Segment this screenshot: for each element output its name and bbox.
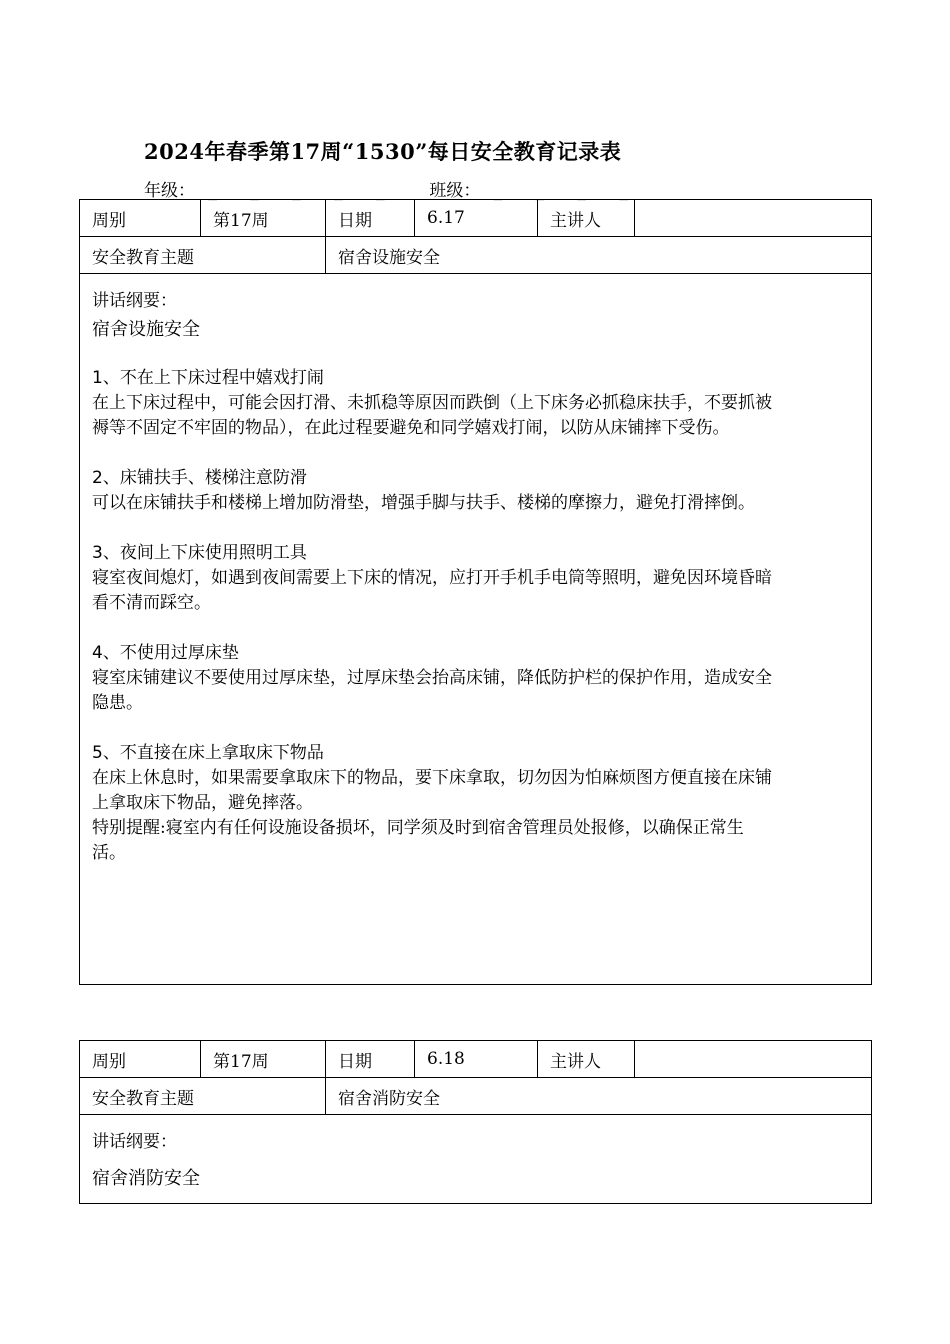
class-label: 班级：: [429, 181, 481, 201]
page-title: 2024年春季第17周“1530”每日安全教育记录表: [144, 139, 622, 164]
date-label: 日期: [326, 1041, 415, 1078]
outline-title: 宿舍消防安全: [92, 1168, 200, 1189]
speaker-label: 主讲人: [538, 200, 635, 237]
week-value: 第17周: [201, 1041, 326, 1078]
section-heading: 1、不在上下床过程中嬉戏打闹: [92, 368, 324, 388]
week-label: 周别: [80, 1041, 201, 1078]
section-heading: 5、不直接在床上拿取床下物品: [92, 743, 324, 763]
section-heading: 3、夜间上下床使用照明工具: [92, 543, 307, 563]
special-reminder: 活。: [92, 843, 126, 863]
theme-label: 安全教育主题: [80, 237, 326, 274]
theme-label: 安全教育主题: [80, 1078, 326, 1115]
speaker-value: [635, 1041, 872, 1078]
section-line: 在床上休息时，如果需要拿取床下的物品，要下床拿取，切勿因为怕麻烦图方便直接在床铺: [92, 768, 772, 788]
week-label: 周别: [80, 200, 201, 237]
outline-cell: [80, 274, 872, 985]
date-label: 日期: [326, 200, 415, 237]
outline-title: 宿舍设施安全: [92, 319, 200, 340]
special-reminder: 特别提醒:寝室内有任何设施设备损坏，同学须及时到宿舍管理员处报修，以确保正常生: [92, 818, 744, 838]
section-line: 隐患。: [92, 693, 143, 713]
speaker-label: 主讲人: [538, 1041, 635, 1078]
date-value: 6.17: [415, 200, 538, 237]
section-line: 寝室床铺建议不要使用过厚床垫，过厚床垫会抬高床铺，降低防护栏的保护作用，造成安全: [92, 668, 772, 688]
grade-class-line: [144, 176, 642, 201]
record-table-2: [79, 1040, 872, 1204]
theme-value: 宿舍消防安全: [326, 1078, 872, 1115]
outline-label: 讲话纲要：: [92, 1132, 177, 1152]
grade-label: 年级：: [144, 181, 195, 201]
section-line: 褥等不固定不牢固的物品），在此过程要避免和同学嬉戏打闹，以防从床铺摔下受伤。: [92, 418, 730, 438]
section-heading: 2、床铺扶手、楼梯注意防滑: [92, 468, 307, 488]
theme-value: 宿舍设施安全: [326, 237, 872, 274]
section-line: 上拿取床下物品，避免摔落。: [92, 793, 313, 813]
section-line: 在上下床过程中，可能会因打滑、未抓稳等原因而跌倒（上下床务必抓稳床扶手，不要抓被: [92, 393, 772, 413]
section-line: 看不清而踩空。: [92, 593, 211, 613]
grade-blank: _ _ _ _ _: [208, 181, 399, 201]
record-table-1: [79, 199, 872, 985]
date-value: 6.18: [415, 1041, 538, 1078]
class-blank: _ _ _ _: [493, 181, 642, 201]
section-line: 寝室夜间熄灯，如遇到夜间需要上下床的情况，应打开手机手电筒等照明，避免因环境昏暗: [92, 568, 772, 588]
speaker-value: [635, 200, 872, 237]
section-line: 可以在床铺扶手和楼梯上增加防滑垫，增强手脚与扶手、楼梯的摩擦力，避免打滑摔倒。: [92, 493, 755, 513]
outline-cell: [80, 1115, 872, 1204]
section-heading: 4、不使用过厚床垫: [92, 643, 239, 663]
week-value: 第17周: [201, 200, 326, 237]
outline-label: 讲话纲要：: [92, 291, 177, 311]
